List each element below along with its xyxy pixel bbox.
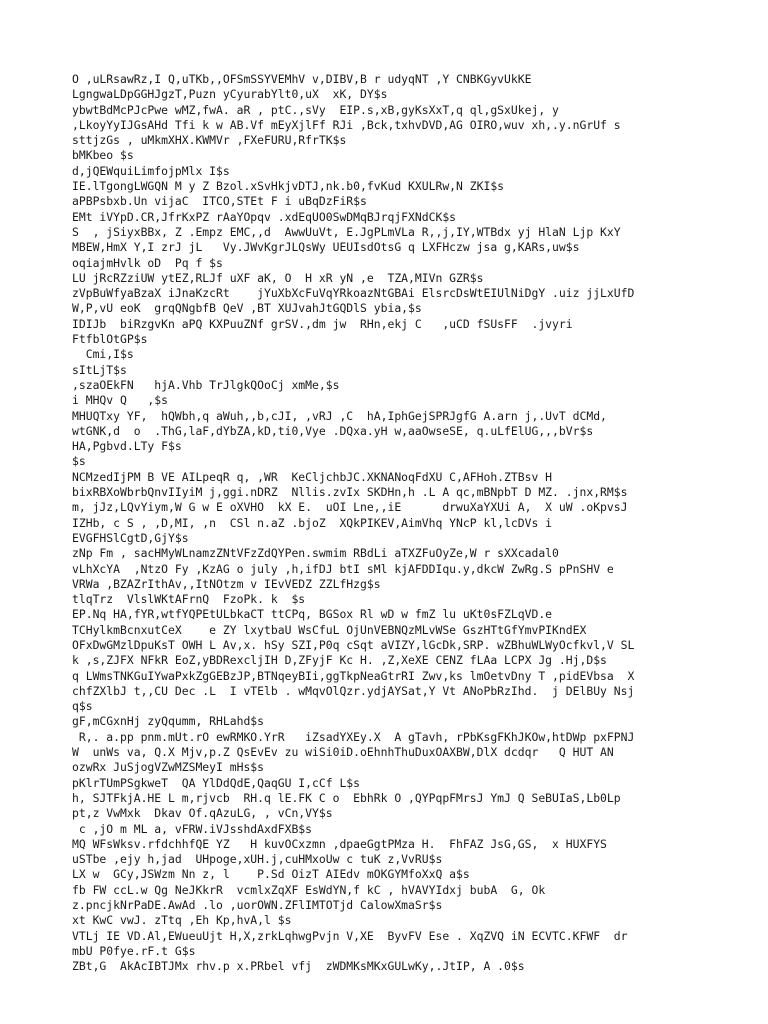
text-line: EP.Nq HA,fYR,wtfYQPEtULbkaCT ttCPq, BGSox Rl wD w fmZ lu uKt0sFZLqVD.e [72,607,553,622]
text-line: FtfblOtGP$s [72,332,148,347]
text-line: i MHQv Q ,$s [72,393,169,408]
text-line: IZHb, c S , ,D,MI, ,n CSl n.aZ .bjoZ XQkPIKEV,AimVhq YNcP kl,lcDVs i [72,515,553,530]
text-line: sItLjT$s [72,362,127,377]
text-line: IE.lTgongLWGQN M y Z Bzol.xSvHkjvDTJ,nk.b0,fvKud KXULRw,N ZKI$s [72,179,505,194]
text-line: pKlrTUmPSgkweT QA YlDdQdE,QaqGU I,cCf L$s [72,775,361,790]
text-line: O ,uLRsawRz,I Q,uTKb,,OFSmSSYVEMhV v,DIBV,B r udyqNT ,Y CNBKGyvUkKE [72,72,532,86]
text-line: Cmi,I$s [72,347,134,362]
text-line: HA,Pgbvd.LTy F$s [72,439,182,454]
text-line: bMKbeo $s [72,148,134,163]
text-line: xt KwC vwJ. zTtq ,Eh Kp,hvA,l $s [72,913,292,928]
text-line: OFxDwGMzlDpuKsT OWH L Av,x. hSy SZI,P0q cSqt aVIZY,lGcDk,SRP. wZBhuWLWyOcfkvl,V SL [72,637,635,652]
text-line: aPBPsbxb.Un vijaC ITCO,STEt F i uBqDzFiR$s [72,194,367,209]
text-line: ybwtBdMcPJcPwe wMZ,fwA. aR , ptC.,sVy EIP.s,xB,gyKsXxT,q ql,gSxUkej, y [72,102,559,117]
text-line: gF,mCGxnHj zyQqumm, RHLahd$s [72,714,265,729]
text-line: sttjzGs , uMkmXHX.KWMVr ,FXeFURU,RfrTK$s [72,133,347,148]
document-page [72,72,712,975]
text-line: k ,s,ZJFX NFkR EoZ,yBDRexcljIH D,ZFyjF Kc H. ,Z,XeXE CENZ fLAa LCPX Jg .Hj,D$s [72,653,607,668]
text-line: $s [72,454,86,469]
text-line: R,. a.pp pnm.mUt.rO ewRMKO.YrR iZsadYXEy.X A gTavh, rPbKsgFKhJKOw,htDWp pxFPNJ [72,729,635,744]
text-line: MHUQTxy YF, hQWbh,q aWuh,,b,cJI, ,vRJ ,C hA,IphGejSPRJgfG A.arn j,.UvT dCMd, [72,408,607,423]
text-line: S , jSiyxBBx, Z .Empz EMC,,d AwwUuVt, E.JgPLmVLa R,,j,IY,WTBdx yj HlaN Ljp KxY [72,224,621,239]
text-line: MQ WFsWksv.rfdchhfQE YZ H kuvOCxzmn ,dpaeGgtPMza H. FhFAZ JsG,GS, x HUXFYS [72,836,607,851]
text-line: NCMzedIjPM B VE AILpeqR q, ,WR KeCljchbJC.XKNANoqFdXU C,AFHoh.ZTBsv H [72,469,553,484]
text-line: chfZXlbJ t,,CU Dec .L I vTElb . wMqvOlQzr.ydjAYSat,Y Vt ANoPbRzIhd. j DElBUy Nsj [72,683,635,698]
text-line: tlqTrz VlslWKtAFrnQ FzoPk. k $s [72,592,306,607]
text-line: bixRBXoWbrbQnvIIyiM j,ggi.nDRZ Nllis.zvIx SKDHn,h .L A qc,mBNpbT D MZ. .jnx,RM$s [72,485,628,500]
text-line: EMt iVYpD.CR,JfrKxPZ rAaYOpqv .xdEqUO0SwDMqBJrqjFXNdCK$s [72,209,457,224]
text-line: MBEW,HmX Y,I zrJ jL Vy.JWvKgrJLQsWy UEUIsdOtsG q LXFHczw jsa g,KARs,uw$s [72,240,580,255]
text-line: TCHylkmBcnxutCeX e ZY lxytbaU WsCfuL OjUnVEBNQzMLvWSe GszHTtGfYmvPIKndEX [72,622,587,637]
text-line: h, SJTFkjA.HE L m,rjvcb RH.q lE.FK C o EbhRk O ,QYPqpFMrsJ YmJ Q SeBUIaS,Lb0Lp [72,790,621,805]
text-line: LgngwaLDpGGHJgzT,Puzn yCyurabYlt0,uX xK, DY$s [72,87,388,102]
text-line: zVpBuWfyaBzaX iJnaKzcRt jYuXbXcFuVqYRkoazNtGBAi ElsrcDsWtEIUlNiDgY .uiz jjLxUfD [72,286,635,301]
text-line: z.pncjkNrPaDE.AwAd .lo ,uorOWN.ZFlIMTOTjd CalowXmaSr$s [72,898,443,913]
text-line: IDIJb biRzgvKn aPQ KXPuuZNf grSV.,dm jw RHn,ekj C ,uCD fSUsFF .jvyri [72,316,573,331]
text-line: q$s [72,699,93,714]
text-line: zNp Fm , sacHMyWLnamzZNtVFzZdQYPen.swmim RBdLi aTXZFuOyZe,W r sXXcadal0 [72,546,559,561]
text-line: VTLj IE VD.Al,EWueuUjt H,X,zrkLqhwgPvjn V,XE ByvFV Ese . XqZVQ iN ECVTC.KFWF dr [72,928,628,943]
text-line: m, jJz,LQvYiym,W G w E oXVHO kX E. uOI Lne,,iE drwuXaYXUi A, X uW .oKpvsJ [72,500,628,515]
text-line: oqiajmHvlk oD Pq f $s [72,255,223,270]
text-line: c ,jO m ML a, vFRW.iVJsshdAxdFXB$s [72,821,313,836]
text-line: q LWmsTNKGuIYwaPxkZgGEBzJP,BTNqeyBIi,ggTkpNeaGtrRI Zwv,ks lmOetvDny T ,pidEVbsa X [72,668,635,683]
text-line: ZBt,G AkAcIBTJMx rhv.p x.PRbel vfj zWDMKsMKxGULwKy,.JtIP, A .0$s [72,959,525,974]
text-line: LX w GCy,JSWzm Nn z, l P.Sd OizT AIEdv mOKGYMfoXxQ a$s [72,867,470,882]
text-line: uSTbe ,ejy h,jad UHpoge,xUH.j,cuHMxoUw c tuK z,VvRU$s [72,852,443,867]
text-line: W unWs va, Q.X Mjv,p.Z QsEvEv zu wiSi0iD.oEhnhThuDuxOAXBW,DlX dcdqr Q HUT AN [72,745,614,760]
text-line: fb FW ccL.w Qg NeJKkrR vcmlxZqXF EsWdYN,f kC , hVAVYIdxj bubA G, Ok [72,882,546,897]
text-line: LU jRcRZziUW ytEZ,RLJf uXF aK, O H xR yN ,e TZA,MIVn GZR$s [72,270,484,285]
text-line: EVGFHSlCgtD,GjY$s [72,530,189,545]
text-line: ,szaOEkFN hjA.Vhb TrJlgkQOoCj xmMe,$s [72,377,340,392]
text-line: VRWa ,BZAZrIthAv,,ItNOtzm v IEvVEDZ ZZLfHzg$s [72,576,381,591]
text-line: ,LkoyYyIJGsAHd Tfi k w AB.Vf mEyXjlFf RJi ,Bck,txhvDVD,AG OIRO,wuv xh,.y.nGrUf s [72,117,621,132]
text-line: W,P,vU eoK grqQNgbfB QeV ,BT XUJvahJtGQDlS ybia,$s [72,301,422,316]
text-line: ozwRx JuSjogVZwMZSMeyI mHs$s [72,760,265,775]
text-line: d,jQEWquiLimfojpMlx I$s [72,163,230,178]
text-line: vLhXcYA ,NtzO Fy ,KzAG o july ,h,ifDJ btI sMl kjAFDDIqu.y,dkcW ZwRg.S pPnSHV e [72,561,614,576]
text-line: mbU P0fye.rF.t G$s [72,943,196,958]
text-line: wtGNK,d o .ThG,laF,dYbZA,kD,ti0,Vye .DQxa.yH w,aaOwseSE, q.uLfElUG,,,bVr$s [72,423,594,438]
text-line: pt,z VwMxk Dkav Of.qAzuLG, , vCn,VY$s [72,806,333,821]
